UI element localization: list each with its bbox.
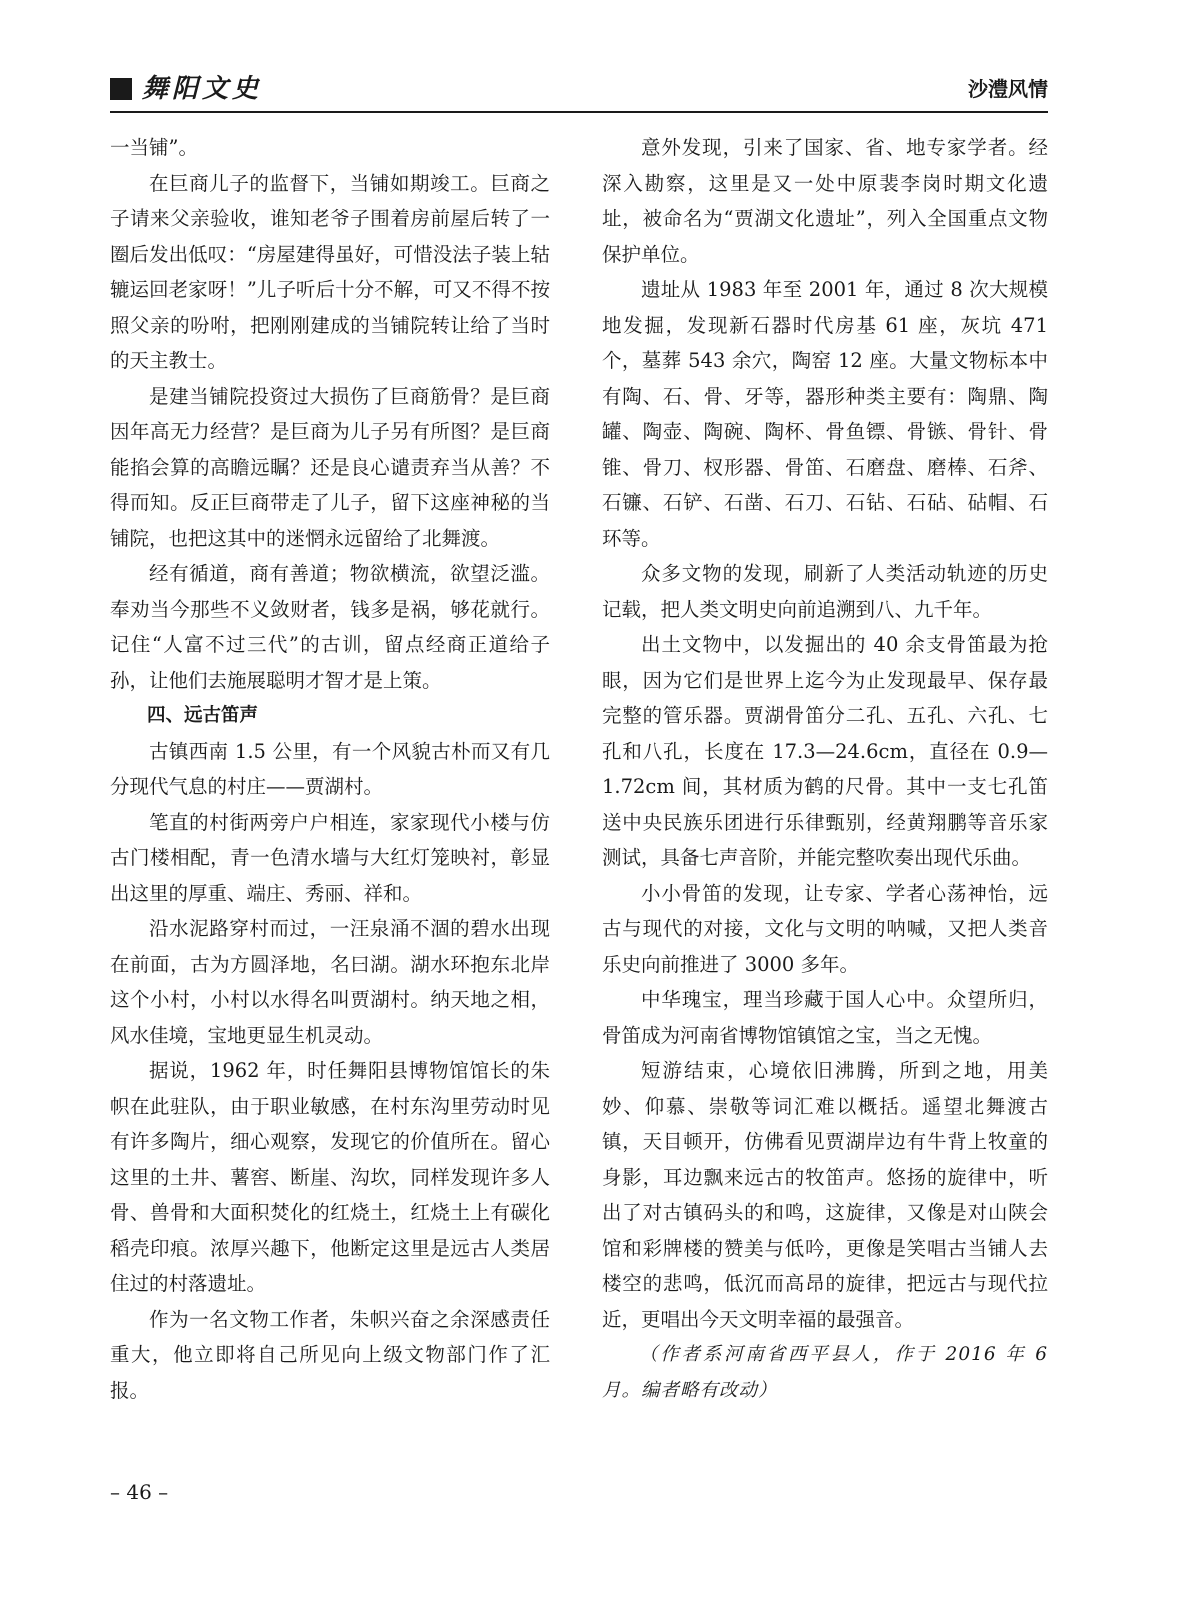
paragraph: 中华瑰宝，理当珍藏于国人心中。众望所归，骨笛成为河南省博物馆镇馆之宝，当之无愧。 (602, 988, 1048, 1047)
journal-title: 舞阳文史 (142, 74, 263, 104)
paragraph: 作为一名文物工作者，朱帜兴奋之余深感责任重大，他立即将自己所见向上级文物部门作了汇报。 (110, 1307, 550, 1402)
paragraph: 经有循道，商有善道；物欲横流，欲望泛滥。奉劝当今那些不义敛财者，钱多是祸，够花就行。记住“人富不过三代”的古训，留点经商正道给子孙，让他们去施展聪明才智才是上策。 (110, 562, 550, 692)
paragraph: 在巨商儿子的监督下，当铺如期竣工。巨商之子请来父亲验收，谁知老爷子围着房前屋后转了一圈后发出低叹：“房屋建得虽好，可惜没法子装上轱辘运回老家呀！”儿子听后十分不解，可又不得不按照父亲的吩咐，把刚刚建成的当铺院转让给了当时的天主教士。 (110, 171, 550, 372)
page-header (110, 70, 1048, 110)
paragraph: 是建当铺院投资过大损伤了巨商筋骨？是巨商因年高无力经营？是巨商为儿子另有所图？是巨商能掐会算的高瞻远瞩？还是良心谴责弃当从善？不得而知。反正巨商带走了儿子，留下这座神秘的当铺院，也把这其中的迷惘永远留给了北舞渡。 (110, 384, 550, 550)
paragraph: 小小骨笛的发现，让专家、学者心荡神怡，远古与现代的对接，文化与文明的呐喊，又把人类音乐史向前推进了 3000 多年。 (602, 881, 1048, 976)
paragraph: 古镇西南 1.5 公里，有一个风貌古朴而又有几分现代气息的村庄——贾湖村。 (110, 739, 550, 798)
paragraph: 沿水泥路穿村而过，一汪泉涌不涸的碧水出现在前面，古为方圆泽地，名曰湖。湖水环抱东北岸这个小村，小村以水得名叫贾湖村。纳天地之相，风水佳境，宝地更显生机灵动。 (110, 917, 550, 1047)
paragraph: 遗址从 1983 年至 2001 年，通过 8 次大规模地发掘，发现新石器时代房基 61 座，灰坑 471 个，墓葬 543 余穴，陶窑 12 座。大量文物标本中有陶、石、骨、牙等，器形种类主要有：陶鼎、陶罐、陶壶、陶碗、陶杯、骨鱼镖、骨镞、骨针、骨锥、骨刀、杈形器、骨笛、石磨盘、磨棒、石斧、石镰、石铲、石凿、石刀、石钻、石砧、砧帽、石环等。 (602, 278, 1048, 550)
left-column (110, 130, 550, 1408)
right-column (602, 130, 1048, 1408)
section-heading: 四、远古笛声 (147, 705, 259, 726)
paragraph: 笔直的村街两旁户户相连，家家现代小楼与仿古门楼相配，青一色清水墙与大红灯笼映衬，彰显出这里的厚重、端庄、秀丽、祥和。 (110, 810, 550, 905)
paragraph: 短游结束，心境依旧沸腾，所到之地，用美妙、仰慕、崇敬等词汇难以概括。遥望北舞渡古镇，天目顿开，仿佛看见贾湖岸边有牛背上牧童的身影，耳边飘来远古的牧笛声。悠扬的旋律中，听出了对古镇码头的和鸣，这旋律，又像是对山陕会馆和彩牌楼的赞美与低吟，更像是笑唱古当铺人去楼空的悲鸣，低沉而高昂的旋律，把远古与现代拉近，更唱出今天文明幸福的最强音。 (602, 1059, 1048, 1331)
paragraph: 意外发现，引来了国家、省、地专家学者。经深入勘察，这里是又一处中原裴李岗时期文化遗址，被命名为“贾湖文化遗址”，列入全国重点文物保护单位。 (602, 136, 1048, 266)
page-number: – 46 – (110, 1480, 169, 1504)
header-divider (110, 111, 1048, 113)
paragraph: 众多文物的发现，刷新了人类活动轨迹的历史记载，把人类文明史向前追溯到八、九千年。 (602, 562, 1048, 621)
paragraph: 一当铺”。 (110, 136, 198, 159)
paragraph: 据说，1962 年，时任舞阳县博物馆馆长的朱帜在此驻队，由于职业敏感，在村东沟里劳动时见有许多陶片，细心观察，发现它的价值所在。留心这里的土井、薯窖、断崖、沟坎，同样发现许多人骨、兽骨和大面积焚化的红烧土，红烧土上有碳化稻壳印痕。浓厚兴趣下，他断定这里是远古人类居住过的村落遗址。 (110, 1059, 550, 1295)
author-note: （作者系河南省西平县人，作于 2016 年 6 月。编者略有改动） (602, 1344, 1048, 1401)
paragraph: 出土文物中，以发掘出的 40 余支骨笛最为抢眼，因为它们是世界上迄今为止发现最早、保存最完整的管乐器。贾湖骨笛分二孔、五孔、六孔、七孔和八孔，长度在 17.3—24.6cm，直径在 0.9—1.72cm 间，其材质为鹤的尺骨。其中一支七孔笛送中央民族乐团进行乐律甄别，经黄翔鹏等音乐家测试，具备七声音阶，并能完整吹奏出现代乐曲。 (602, 633, 1048, 869)
section-name: 沙澧风情 (968, 77, 1048, 101)
header-square-icon (110, 78, 132, 100)
